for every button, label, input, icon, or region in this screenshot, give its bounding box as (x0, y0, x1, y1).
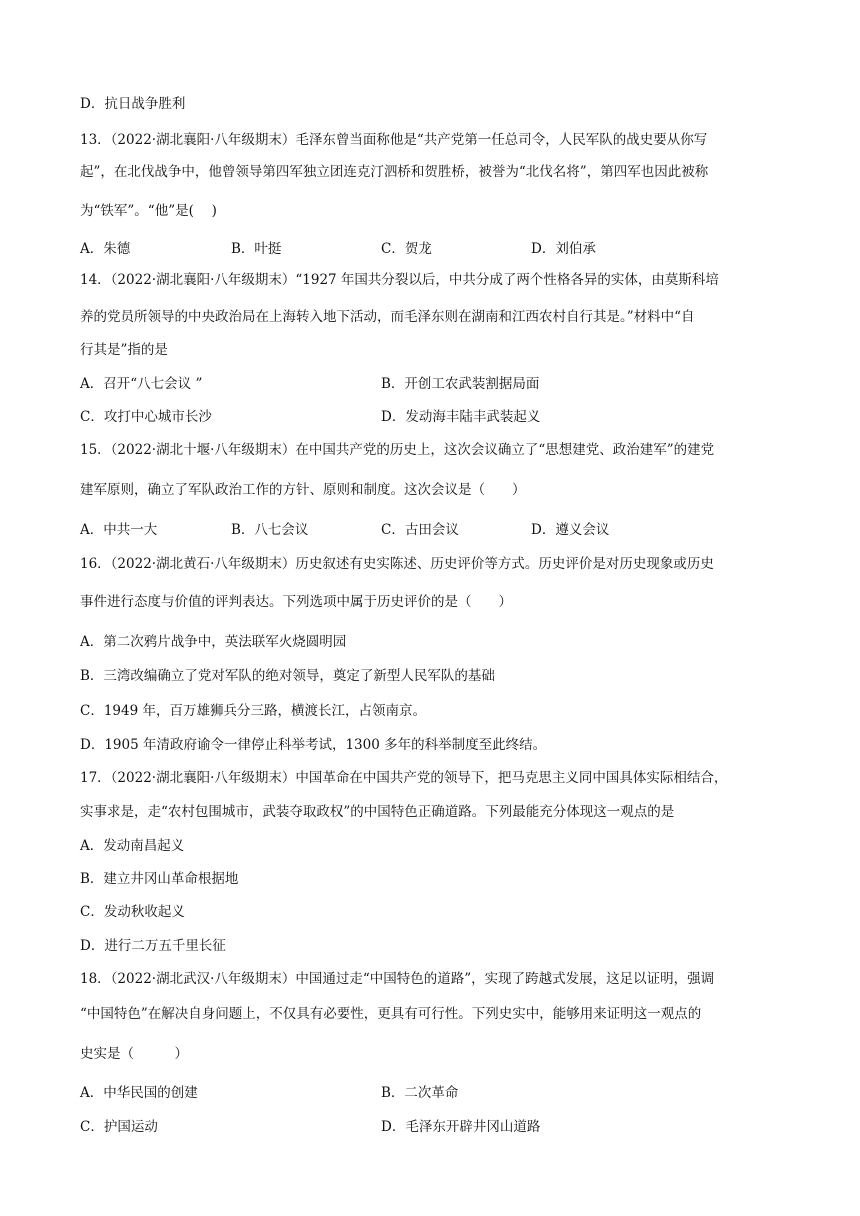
q16-stem-line-2: 事件进行态度与价值的评判表达。下列选项中属于历史评价的是（ ） (80, 594, 512, 610)
q14-option-a: A．召开“八七会议 ” (80, 376, 203, 392)
q18-stem-line-3: 史实是（ ） (80, 1046, 188, 1062)
q14-stem-line-1: 14．（2022·湖北襄阳·八年级期末）“1927 年国共分裂以后，中共分成了两个性格各异的实体，由莫斯科培 (80, 272, 719, 288)
q13-stem-line-1: 13．（2022·湖北襄阳·八年级期末）毛泽东曾当面称他是“共产党第一任总司令，人民军队的战史要从你写 (80, 132, 708, 148)
q14-option-d: D．发动海丰陆丰武装起义 (381, 409, 541, 425)
q12-option-d: D．抗日战争胜利 (80, 96, 186, 112)
q16-option-b: B．三湾改编确立了党对军队的绝对领导，奠定了新型人民军队的基础 (80, 668, 495, 684)
q17-option-a: A．发动南昌起义 (80, 838, 185, 854)
q17-option-d: D．进行二万五千里长征 (80, 938, 226, 954)
q15-stem-line-1: 15．（2022·湖北十堰·八年级期末）在中国共产党的历史上，这次会议确立了“思想建党、政治建军”的建党 (80, 442, 715, 458)
q16-option-d: D．1905 年清政府谕令一律停止科举考试，1300 多年的科举制度至此终结。 (80, 737, 547, 753)
q18-option-b: B．二次革命 (381, 1085, 459, 1101)
q13-option-d: D．刘伯承 (531, 241, 596, 257)
q13-stem-line-2: 起”，在北伐战争中，他曾领导第四军独立团连克汀泗桥和贺胜桥，被誉为“北伐名将”，第四军也因此被称 (80, 164, 709, 180)
q15-option-c: C．古田会议 (381, 522, 459, 538)
q16-stem-line-1: 16．（2022·湖北黄石·八年级期末）历史叙述有史实陈述、历史评价等方式。历史评价是对历史现象或历史 (80, 556, 714, 572)
q13-stem-line-3: 为“铁军”。“他”是( ) (80, 203, 217, 219)
q14-stem-line-3: 行其是”指的是 (80, 342, 168, 358)
q18-option-c: C．护国运动 (80, 1119, 158, 1135)
q18-stem-line-2: “中国特色”在解决自身问题上，不仅具有必要性，更具有可行性。下列史实中，能够用来证明这一观点的 (80, 1006, 702, 1022)
q15-option-d: D．遵义会议 (531, 522, 610, 538)
q14-stem-line-2: 养的党员所领导的中央政治局在上海转入地下活动，而毛泽东则在湖南和江西农村自行其是。”材料中“自 (80, 309, 695, 325)
q15-stem-line-2: 建军原则，确立了军队政治工作的方针、原则和制度。这次会议是（ ） (80, 482, 526, 498)
q18-stem-line-1: 18．（2022·湖北武汉·八年级期末）中国通过走“中国特色的道路”，实现了跨越式发展，这足以证明，强调 (80, 971, 715, 987)
q13-option-a: A．朱德 (80, 241, 131, 257)
q15-option-b: B．八七会议 (231, 522, 309, 538)
q17-option-b: B．建立井冈山革命根据地 (80, 871, 239, 887)
q13-option-c: C．贺龙 (381, 241, 432, 257)
q17-stem-line-1: 17．（2022·湖北襄阳·八年级期末）中国革命在中国共产党的领导下，把马克思主义同中国具体实际相结合， (80, 770, 728, 786)
q17-option-c: C．发动秋收起义 (80, 904, 185, 920)
q18-option-d: D．毛泽东开辟井冈山道路 (381, 1119, 541, 1135)
q14-option-c: C．攻打中心城市长沙 (80, 409, 212, 425)
q17-stem-line-2: 实事求是，走“农村包围城市，武装夺取政权”的中国特色正确道路。下列最能充分体现这一观点的是 (80, 804, 675, 820)
q13-option-b: B．叶挺 (231, 241, 282, 257)
q16-option-a: A．第二次鸦片战争中，英法联军火烧圆明园 (80, 634, 347, 650)
q16-option-c: C．1949 年，百万雄狮兵分三路，横渡长江，占领南京。 (80, 703, 426, 719)
q15-option-a: A．中共一大 (80, 522, 158, 538)
q14-option-b: B．开创工农武装割据局面 (381, 376, 540, 392)
q18-option-a: A．中华民国的创建 (80, 1085, 198, 1101)
